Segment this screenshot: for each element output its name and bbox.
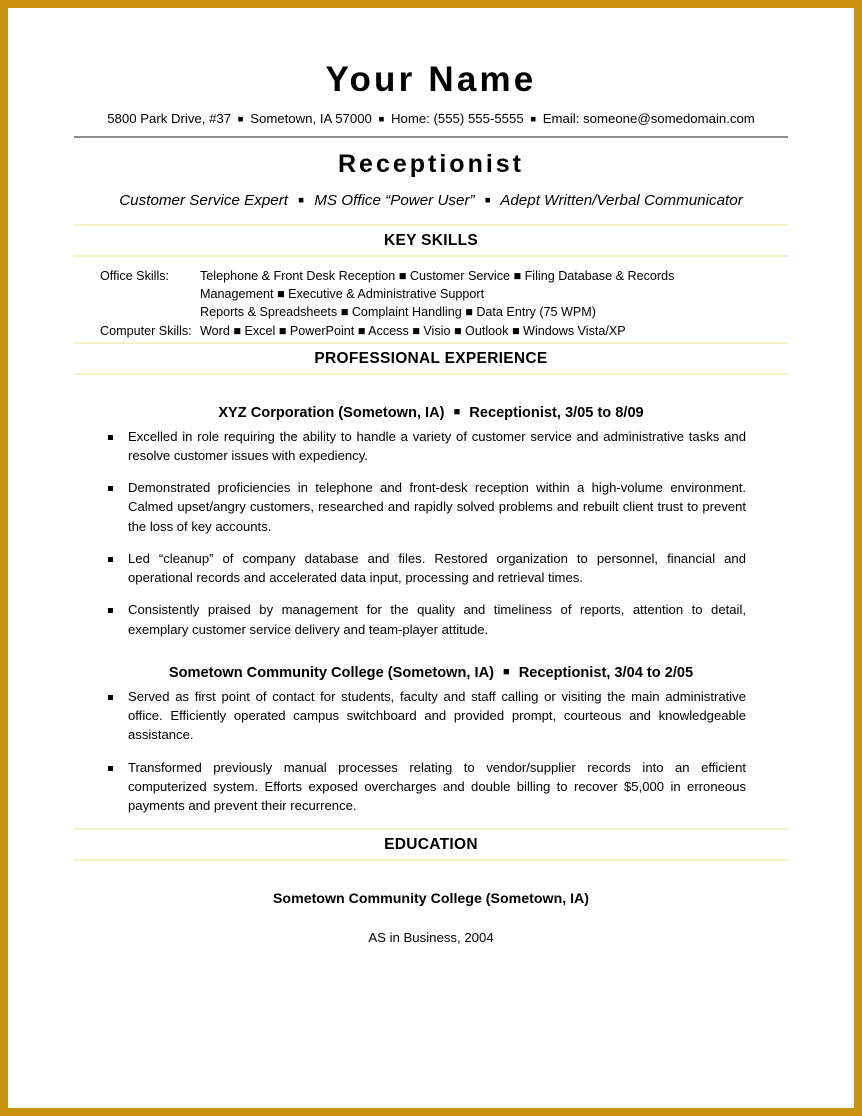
professional-experience-block xyxy=(74,375,788,816)
job-heading xyxy=(74,665,788,681)
separator-square-icon: ■ xyxy=(484,195,491,207)
section-heading-education: EDUCATION xyxy=(74,828,788,861)
list-item: Transformed previously manual processes relating to vendor/supplier records into an efficient computerized system. Efforts exposed overcharges and double billing to recover $5,000 in erroneous payments and prevent their recurrence. xyxy=(74,758,788,816)
separator-square-icon: ■ xyxy=(530,113,537,125)
skill-row-label: Computer Skills: xyxy=(100,323,192,338)
job-title-heading: Receptionist xyxy=(337,150,525,179)
contact-line xyxy=(74,111,788,127)
skill-row xyxy=(74,322,788,340)
job-employer: Sometown Community College (Sometown, IA) xyxy=(168,664,494,681)
education-degree: AS in Business, 2004 xyxy=(368,930,494,946)
job-bullet-list xyxy=(74,687,788,815)
contact-phone: Home: (555) 555-5555 xyxy=(390,111,524,127)
list-item: Led “cleanup” of company database and files. Restored organization to personnel, financial and operational records and accelerated data input, processing and retrieval times. xyxy=(74,549,788,587)
tagline-part-2: MS Office “Power User” xyxy=(314,191,475,209)
skill-line: Word ■ Excel ■ PowerPoint ■ Access ■ Visio ■ Outlook ■ Windows Vista/XP xyxy=(200,323,626,338)
section-heading-key-skills: KEY SKILLS xyxy=(74,224,788,257)
skill-line: Telephone & Front Desk Reception ■ Customer Service ■ Filing Database & Records xyxy=(200,268,675,283)
list-item: Demonstrated proficiencies in telephone and front-desk reception within a high-volume environment. Calmed upset/angry customers, researched and rapidly solved problems and rebuilt client trust to prevent the loss of key accounts. xyxy=(74,478,788,536)
skill-row-label: Office Skills: xyxy=(100,268,170,283)
header-divider-rule xyxy=(74,136,788,138)
tagline xyxy=(74,192,788,210)
education-school: Sometown Community College (Sometown, IA) xyxy=(272,891,590,908)
skill-line: Reports & Spreadsheets ■ Complaint Handling ■ Data Entry (75 WPM) xyxy=(200,305,596,320)
job-heading xyxy=(74,405,788,421)
list-item: Excelled in role requiring the ability to handle a variety of customer service and administrative tasks and resolve customer issues with expediency. xyxy=(74,427,788,465)
separator-square-icon: ■ xyxy=(453,406,461,419)
section-heading-professional-experience: PROFESSIONAL EXPERIENCE xyxy=(74,342,788,375)
education-block xyxy=(74,861,788,945)
list-item: Consistently praised by management for the quality and timeliness of reports, attention to detail, exemplary customer service delivery and team-player attitude. xyxy=(74,600,788,638)
separator-square-icon: ■ xyxy=(378,113,385,125)
separator-square-icon: ■ xyxy=(237,113,244,125)
job-role-and-dates: Receptionist, 3/04 to 2/05 xyxy=(518,664,694,681)
skill-row-values xyxy=(200,267,788,322)
key-skills-block xyxy=(74,257,788,342)
job-role-and-dates: Receptionist, 3/05 to 8/09 xyxy=(469,404,644,421)
separator-square-icon: ■ xyxy=(298,195,305,207)
tagline-part-1: Customer Service Expert xyxy=(119,191,289,209)
tagline-part-3: Adept Written/Verbal Communicator xyxy=(500,191,743,209)
skill-row xyxy=(74,267,788,322)
page-title: Your Name xyxy=(325,60,537,99)
job-bullet-list xyxy=(74,427,788,639)
contact-address: 5800 Park Drive, #37 xyxy=(107,111,232,127)
skill-line: Management ■ Executive & Administrative Support xyxy=(200,287,485,302)
separator-square-icon: ■ xyxy=(503,666,510,679)
job-employer: XYZ Corporation (Sometown, IA) xyxy=(218,404,445,421)
contact-email: Email: someone@somedomain.com xyxy=(542,111,755,127)
contact-city-state-zip: Sometown, IA 57000 xyxy=(250,111,372,127)
list-item: Served as first point of contact for students, faculty and staff calling or visiting the main administrative office. Efficiently operated campus switchboard and provided prompt, courteous and knowledgeable assistance. xyxy=(74,687,788,745)
resume-sheet xyxy=(8,8,854,1108)
skill-row-values xyxy=(200,322,788,340)
